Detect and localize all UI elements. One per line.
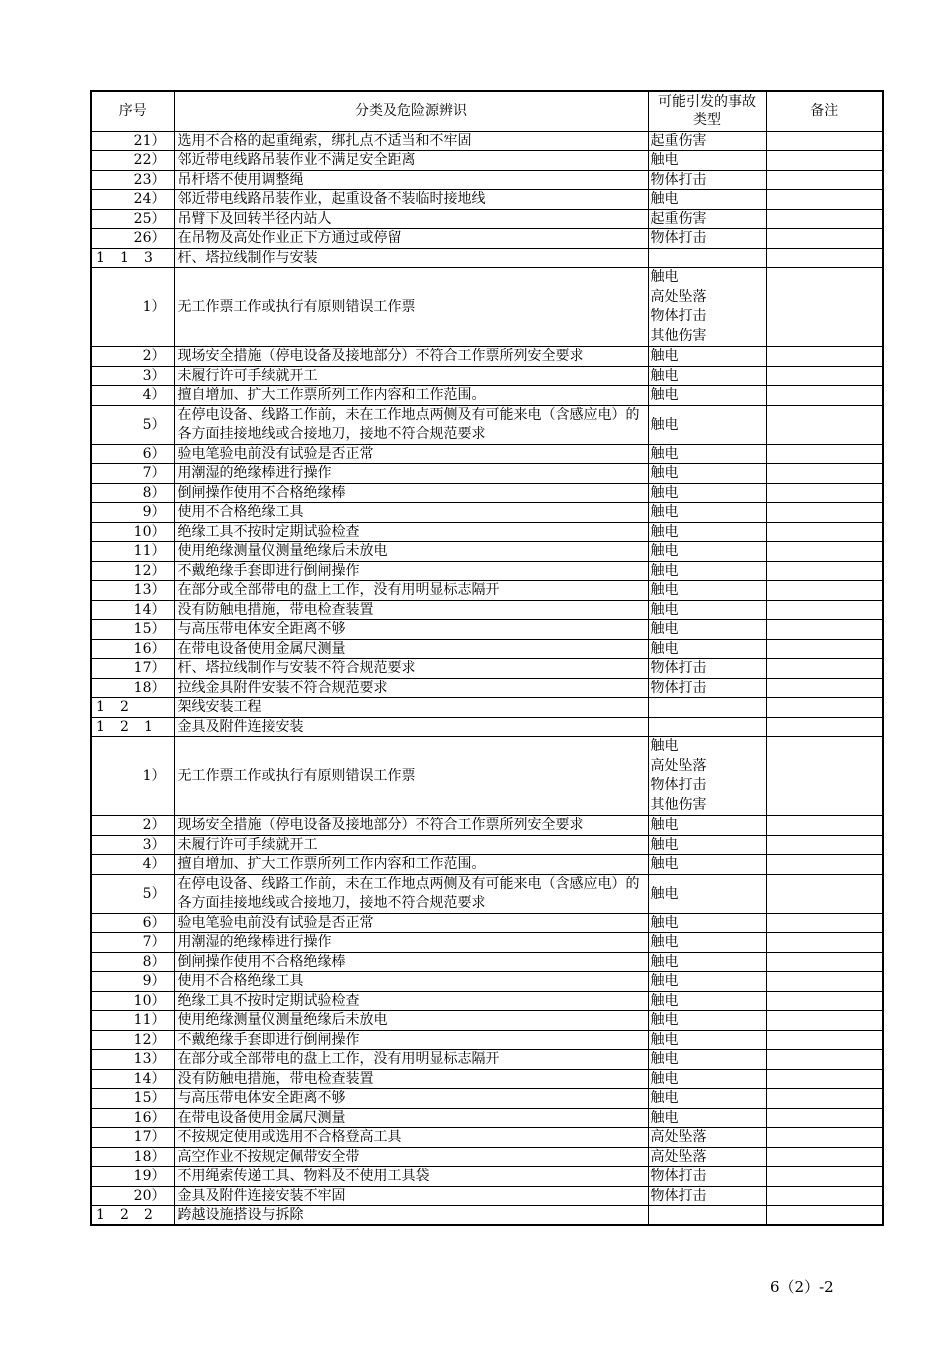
- remarks-cell: [766, 1108, 883, 1128]
- table-row: [91, 1108, 883, 1128]
- table-row: [91, 151, 883, 171]
- item-number: 23）: [91, 170, 174, 190]
- hazard-description: 吊臂下及回转半径内站人: [174, 209, 648, 229]
- accident-type: 触电: [648, 1050, 766, 1070]
- hazard-description: 无工作票工作或执行有原则错误工作票: [174, 737, 648, 816]
- remarks-cell: [766, 991, 883, 1011]
- item-number: 2）: [91, 816, 174, 836]
- hazard-description: 绝缘工具不按时定期试验检查: [174, 991, 648, 1011]
- accident-type: 触电: [648, 522, 766, 542]
- accident-type: 触电: [648, 464, 766, 484]
- remarks-cell: [766, 600, 883, 620]
- section-code-digit: 2: [144, 1207, 153, 1223]
- item-number: 8）: [91, 483, 174, 503]
- hazard-description: 使用不合格绝缘工具: [174, 972, 648, 992]
- table-row: [91, 386, 883, 406]
- item-number: 9）: [91, 503, 174, 523]
- section-code-digit: 2: [120, 699, 129, 716]
- remarks-cell: [766, 1030, 883, 1050]
- table-row: [91, 405, 883, 444]
- table-row: [91, 835, 883, 855]
- hazard-description: 无工作票工作或执行有原则错误工作票: [174, 268, 648, 347]
- remarks-cell: [766, 1206, 883, 1226]
- section-row: [91, 1206, 883, 1226]
- table-row: [91, 1186, 883, 1206]
- section-code-digit: 3: [144, 249, 153, 266]
- accident-type: 触电: [648, 347, 766, 367]
- accident-type: [648, 698, 766, 718]
- accident-type: [648, 1206, 766, 1226]
- table-row: [91, 874, 883, 913]
- item-number: 24）: [91, 190, 174, 210]
- section-row: [91, 717, 883, 737]
- section-code-digit: 1: [96, 699, 105, 716]
- table-row: [91, 1128, 883, 1148]
- remarks-cell: [766, 1167, 883, 1187]
- item-number: 6）: [91, 913, 174, 933]
- remarks-cell: [766, 1069, 883, 1089]
- section-row: [91, 698, 883, 718]
- accident-type: 高处坠落: [648, 1128, 766, 1148]
- remarks-cell: [766, 347, 883, 367]
- table-row: [91, 170, 883, 190]
- hazard-description: 邻近带电线路吊装作业不满足安全距离: [174, 151, 648, 171]
- table-row: [91, 268, 883, 347]
- hazard-description: 在部分或全部带电的盘上工作，没有用明显标志隔开: [174, 1050, 648, 1070]
- hazard-description: 没有防触电措施，带电检查装置: [174, 1069, 648, 1089]
- remarks-cell: [766, 1089, 883, 1109]
- remarks-cell: [766, 816, 883, 836]
- accident-type-line: 高处坠落: [650, 288, 707, 305]
- item-number: 7）: [91, 933, 174, 953]
- accident-type: 触电: [648, 190, 766, 210]
- table-row: [91, 952, 883, 972]
- accident-type: 起重伤害: [648, 131, 766, 151]
- hazard-description: 绝缘工具不按时定期试验检查: [174, 522, 648, 542]
- hazard-description: 吊杆塔不使用调整绳: [174, 170, 648, 190]
- accident-type: 触电: [648, 1030, 766, 1050]
- remarks-cell: [766, 464, 883, 484]
- item-number: 11）: [91, 1011, 174, 1031]
- hazard-description: 现场安全措施（停电设备及接地部分）不符合工作票所列安全要求: [174, 347, 648, 367]
- table-row: [91, 1030, 883, 1050]
- table-header-row: [91, 91, 883, 131]
- item-number: 12）: [91, 1030, 174, 1050]
- accident-type: 触电: [648, 816, 766, 836]
- item-number: 17）: [91, 659, 174, 679]
- table-row: [91, 991, 883, 1011]
- accident-type: 起重伤害: [648, 209, 766, 229]
- table-row: [91, 229, 883, 249]
- hazard-description: 用潮湿的绝缘棒进行操作: [174, 933, 648, 953]
- remarks-cell: [766, 542, 883, 562]
- accident-type: 触电: [648, 386, 766, 406]
- table-body: [91, 131, 883, 1225]
- accident-type: 物体打击: [648, 678, 766, 698]
- remarks-cell: [766, 874, 883, 913]
- table-row: [91, 1089, 883, 1109]
- item-number: 13）: [91, 581, 174, 601]
- remarks-cell: [766, 678, 883, 698]
- remarks-cell: [766, 248, 883, 268]
- accident-type: 物体打击: [648, 170, 766, 190]
- remarks-cell: [766, 1011, 883, 1031]
- table-row: [91, 1167, 883, 1187]
- table-row: [91, 678, 883, 698]
- accident-type: 触电: [648, 835, 766, 855]
- item-number: 15）: [91, 1089, 174, 1109]
- remarks-cell: [766, 1147, 883, 1167]
- item-number: 16）: [91, 639, 174, 659]
- remarks-cell: [766, 561, 883, 581]
- header-accident-type: 可能引发的事故类型: [648, 91, 766, 131]
- item-number: 18）: [91, 1147, 174, 1167]
- remarks-cell: [766, 933, 883, 953]
- table-row: [91, 1011, 883, 1031]
- table-row: [91, 600, 883, 620]
- table-row: [91, 855, 883, 875]
- remarks-cell: [766, 1128, 883, 1148]
- remarks-cell: [766, 835, 883, 855]
- table-row: [91, 190, 883, 210]
- remarks-cell: [766, 229, 883, 249]
- hazard-description: 高空作业不按规定佩带安全带: [174, 1147, 648, 1167]
- remarks-cell: [766, 483, 883, 503]
- remarks-cell: [766, 268, 883, 347]
- page-number: 6（2）-2: [770, 1278, 834, 1296]
- table-row: [91, 639, 883, 659]
- accident-type-line: 物体打击: [650, 777, 707, 793]
- remarks-cell: [766, 1186, 883, 1206]
- table-row: [91, 131, 883, 151]
- accident-type: 触电: [648, 405, 766, 444]
- table-row: [91, 620, 883, 640]
- remarks-cell: [766, 581, 883, 601]
- hazard-description: 验电笔验电前没有试验是否正常: [174, 444, 648, 464]
- remarks-cell: [766, 405, 883, 444]
- accident-type: 触电: [648, 600, 766, 620]
- accident-type: 触电: [648, 1069, 766, 1089]
- item-number: 26）: [91, 229, 174, 249]
- accident-type: 触电: [648, 503, 766, 523]
- item-number: 18）: [91, 678, 174, 698]
- remarks-cell: [766, 952, 883, 972]
- hazard-description: 擅自增加、扩大工作票所列工作内容和工作范围。: [174, 855, 648, 875]
- table-row: [91, 366, 883, 386]
- table-row: [91, 972, 883, 992]
- section-code: [91, 717, 174, 737]
- hazard-description: 没有防触电措施，带电检查装置: [174, 600, 648, 620]
- hazard-description: 不按规定使用或选用不合格登高工具: [174, 1128, 648, 1148]
- item-number: 12）: [91, 561, 174, 581]
- accident-type: 触电: [648, 1089, 766, 1109]
- remarks-cell: [766, 717, 883, 737]
- table-row: [91, 542, 883, 562]
- hazard-description: 杆、塔拉线制作与安装不符合规范要求: [174, 659, 648, 679]
- item-number: 3）: [91, 366, 174, 386]
- hazard-description: 邻近带电线路吊装作业，起重设备不装临时接地线: [174, 190, 648, 210]
- remarks-cell: [766, 698, 883, 718]
- header-category: 分类及危险源辨识: [174, 91, 648, 131]
- accident-type-line: 其他伤害: [650, 796, 707, 813]
- item-number: 13）: [91, 1050, 174, 1070]
- table-row: [91, 1147, 883, 1167]
- hazard-description: 在带电设备使用金属尺测量: [174, 1108, 648, 1128]
- remarks-cell: [766, 659, 883, 679]
- hazard-description: 在停电设备、线路工作前，未在工作地点两侧及有可能来电（含感应电）的各方面挂接地线或合接地刀，接地不符合规范要求: [174, 405, 648, 444]
- table-row: [91, 464, 883, 484]
- accident-type: 触电: [648, 620, 766, 640]
- remarks-cell: [766, 913, 883, 933]
- hazard-description: 倒闸操作使用不合格绝缘棒: [174, 483, 648, 503]
- remarks-cell: [766, 151, 883, 171]
- item-number: 16）: [91, 1108, 174, 1128]
- item-number: 10）: [91, 991, 174, 1011]
- accident-type: 物体打击: [648, 1186, 766, 1206]
- item-number: 9）: [91, 972, 174, 992]
- hazard-description: 不戴绝缘手套即进行倒闸操作: [174, 561, 648, 581]
- remarks-cell: [766, 855, 883, 875]
- table-row: [91, 444, 883, 464]
- accident-type-line: 高处坠落: [650, 757, 707, 774]
- remarks-cell: [766, 639, 883, 659]
- table-row: [91, 737, 883, 816]
- item-number: 20）: [91, 1186, 174, 1206]
- accident-type: 物体打击: [648, 659, 766, 679]
- table-row: [91, 209, 883, 229]
- accident-type-line: 触电: [650, 738, 679, 754]
- accident-type: 触电: [648, 444, 766, 464]
- section-title: 杆、塔拉线制作与安装: [174, 248, 648, 268]
- hazard-description: 与高压带电体安全距离不够: [174, 1089, 648, 1109]
- table-row: [91, 1050, 883, 1070]
- section-title: 跨越设施搭设与拆除: [174, 1206, 648, 1226]
- hazard-description: 拉线金具附件安装不符合规范要求: [174, 678, 648, 698]
- table-row: [91, 503, 883, 523]
- table-row: [91, 816, 883, 836]
- item-number: 7）: [91, 464, 174, 484]
- section-code-digit: 2: [120, 1207, 129, 1223]
- accident-type: 触电: [648, 483, 766, 503]
- item-number: 3）: [91, 835, 174, 855]
- section-code-digit: 1: [144, 718, 153, 735]
- section-code: [91, 248, 174, 268]
- accident-type: [648, 268, 766, 347]
- accident-type-line: 触电: [650, 269, 679, 285]
- section-code-digit: 1: [96, 249, 105, 266]
- hazard-description: 金具及附件连接安装不牢固: [174, 1186, 648, 1206]
- accident-type: [648, 248, 766, 268]
- item-number: 5）: [91, 874, 174, 913]
- table-row: [91, 659, 883, 679]
- accident-type: 触电: [648, 366, 766, 386]
- section-code-digit: 1: [96, 718, 105, 735]
- accident-type: [648, 737, 766, 816]
- hazard-description: 不戴绝缘手套即进行倒闸操作: [174, 1030, 648, 1050]
- accident-type: 触电: [648, 991, 766, 1011]
- item-number: 4）: [91, 386, 174, 406]
- item-number: 14）: [91, 1069, 174, 1089]
- hazard-description: 倒闸操作使用不合格绝缘棒: [174, 952, 648, 972]
- remarks-cell: [766, 522, 883, 542]
- item-number: 4）: [91, 855, 174, 875]
- remarks-cell: [766, 386, 883, 406]
- hazard-description: 擅自增加、扩大工作票所列工作内容和工作范围。: [174, 386, 648, 406]
- accident-type: 触电: [648, 581, 766, 601]
- item-number: 1）: [91, 268, 174, 347]
- item-number: 1）: [91, 737, 174, 816]
- accident-type: 触电: [648, 874, 766, 913]
- remarks-cell: [766, 1050, 883, 1070]
- table-row: [91, 483, 883, 503]
- hazard-description: 用潮湿的绝缘棒进行操作: [174, 464, 648, 484]
- accident-type: 触电: [648, 1108, 766, 1128]
- hazard-table: [90, 90, 884, 1226]
- section-code: [91, 698, 174, 718]
- item-number: 8）: [91, 952, 174, 972]
- remarks-cell: [766, 190, 883, 210]
- hazard-description: 与高压带电体安全距离不够: [174, 620, 648, 640]
- table-row: [91, 522, 883, 542]
- remarks-cell: [766, 503, 883, 523]
- section-code-digit: 1: [120, 249, 129, 266]
- remarks-cell: [766, 620, 883, 640]
- item-number: 22）: [91, 151, 174, 171]
- item-number: 15）: [91, 620, 174, 640]
- item-number: 17）: [91, 1128, 174, 1148]
- hazard-description: 不用绳索传递工具、物料及不使用工具袋: [174, 1167, 648, 1187]
- hazard-description: 在停电设备、线路工作前，未在工作地点两侧及有可能来电（含感应电）的各方面挂接地线或合接地刀，接地不符合规范要求: [174, 874, 648, 913]
- table-row: [91, 561, 883, 581]
- table-row: [91, 913, 883, 933]
- accident-type: 触电: [648, 542, 766, 562]
- accident-type: 触电: [648, 913, 766, 933]
- item-number: 6）: [91, 444, 174, 464]
- item-number: 19）: [91, 1167, 174, 1187]
- remarks-cell: [766, 170, 883, 190]
- accident-type: 物体打击: [648, 229, 766, 249]
- table-row: [91, 581, 883, 601]
- hazard-description: 未履行许可手续就开工: [174, 366, 648, 386]
- accident-type: 触电: [648, 151, 766, 171]
- accident-type-line: 其他伤害: [650, 327, 707, 344]
- accident-type: 触电: [648, 855, 766, 875]
- section-title: 金具及附件连接安装: [174, 717, 648, 737]
- remarks-cell: [766, 737, 883, 816]
- table-row: [91, 933, 883, 953]
- remarks-cell: [766, 444, 883, 464]
- hazard-table-sheet: [90, 90, 882, 1226]
- item-number: 11）: [91, 542, 174, 562]
- section-row: [91, 248, 883, 268]
- section-code-digit: 2: [120, 718, 129, 735]
- table-row: [91, 347, 883, 367]
- hazard-description: 使用绝缘测量仪测量绝缘后未放电: [174, 1011, 648, 1031]
- accident-type: 触电: [648, 1011, 766, 1031]
- accident-type: 触电: [648, 561, 766, 581]
- remarks-cell: [766, 131, 883, 151]
- hazard-description: 现场安全措施（停电设备及接地部分）不符合工作票所列安全要求: [174, 816, 648, 836]
- item-number: 2）: [91, 347, 174, 367]
- hazard-description: 使用不合格绝缘工具: [174, 503, 648, 523]
- item-number: 10）: [91, 522, 174, 542]
- accident-type: 高处坠落: [648, 1147, 766, 1167]
- accident-type: 触电: [648, 933, 766, 953]
- accident-type-line: 物体打击: [650, 308, 707, 324]
- hazard-description: 未履行许可手续就开工: [174, 835, 648, 855]
- accident-type: 触电: [648, 639, 766, 659]
- hazard-description: 在带电设备使用金属尺测量: [174, 639, 648, 659]
- accident-type: 物体打击: [648, 1167, 766, 1187]
- accident-type: [648, 717, 766, 737]
- hazard-description: 使用绝缘测量仪测量绝缘后未放电: [174, 542, 648, 562]
- item-number: 5）: [91, 405, 174, 444]
- section-code: [91, 1206, 174, 1226]
- hazard-description: 验电笔验电前没有试验是否正常: [174, 913, 648, 933]
- remarks-cell: [766, 209, 883, 229]
- item-number: 21）: [91, 131, 174, 151]
- accident-type: 触电: [648, 952, 766, 972]
- section-title: 架线安装工程: [174, 698, 648, 718]
- hazard-description: 在部分或全部带电的盘上工作，没有用明显标志隔开: [174, 581, 648, 601]
- item-number: 14）: [91, 600, 174, 620]
- header-remarks: 备注: [766, 91, 883, 131]
- remarks-cell: [766, 972, 883, 992]
- remarks-cell: [766, 366, 883, 386]
- accident-type: 触电: [648, 972, 766, 992]
- item-number: 25）: [91, 209, 174, 229]
- hazard-description: 选用不合格的起重绳索，绑扎点不适当和不牢固: [174, 131, 648, 151]
- header-seq: 序号: [91, 91, 174, 131]
- section-code-digit: 1: [96, 1207, 105, 1223]
- table-row: [91, 1069, 883, 1089]
- hazard-description: 在吊物及高处作业正下方通过或停留: [174, 229, 648, 249]
